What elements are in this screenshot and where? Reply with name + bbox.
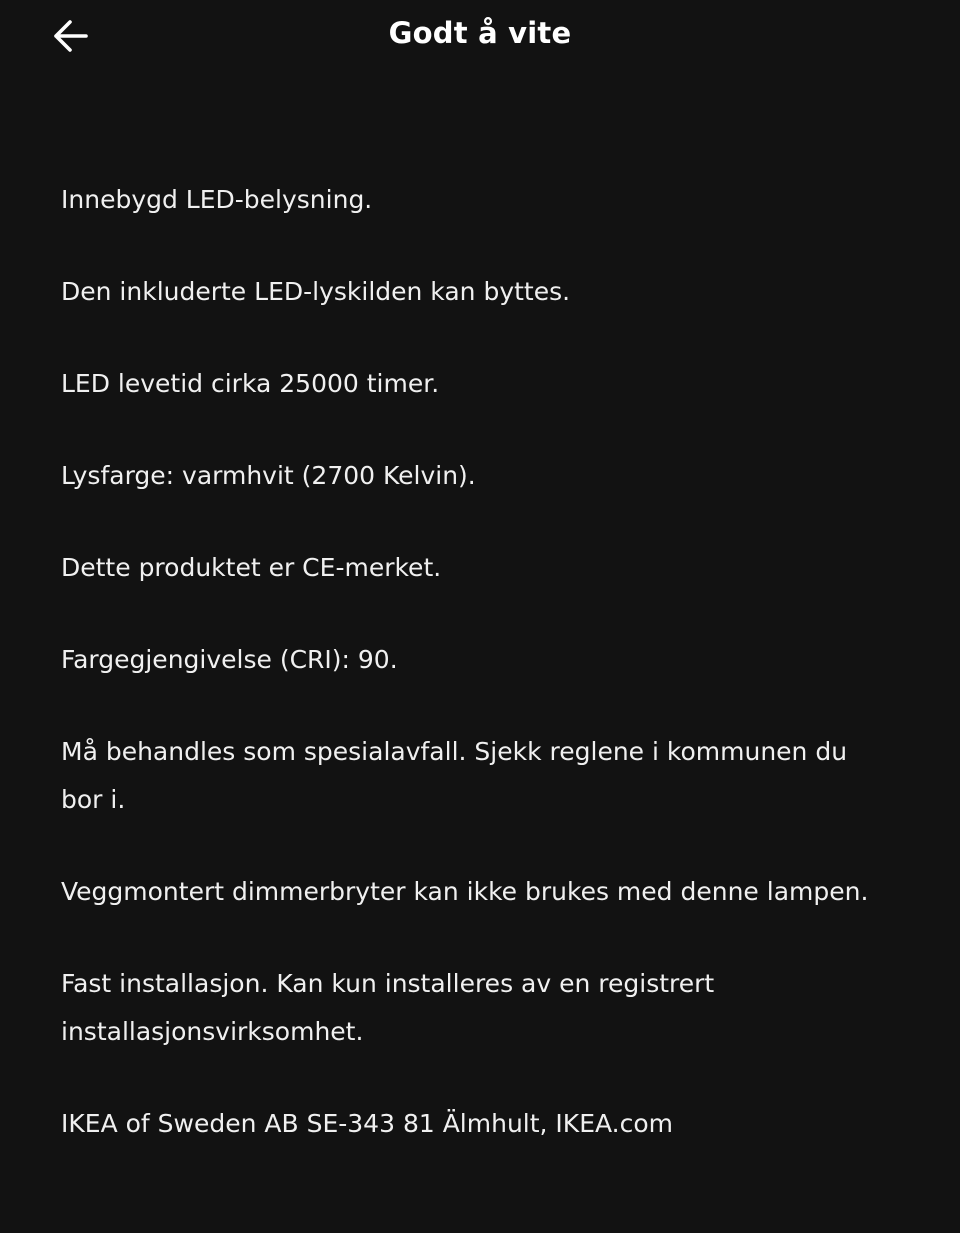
top-app-bar — [0, 0, 960, 76]
info-item-color-rendering: Fargegjengivelse (CRI): 90. — [61, 645, 398, 674]
info-item-disposal: Må behandles som spesialavfall. Sjekk reglene i kommunen du bor i. — [61, 737, 848, 814]
info-item-dimmer-warning: Veggmontert dimmerbryter kan ikke brukes med denne lampen. — [61, 877, 869, 906]
page-title: Godt å vite — [388, 16, 572, 50]
info-item-led-lighting: Innebygd LED-belysning. — [61, 185, 373, 214]
info-item-installation: Fast installasjon. Kan kun installeres av en registrert installasjonsvirksomhet. — [61, 969, 715, 1046]
info-list — [61, 176, 891, 1192]
info-item-manufacturer: IKEA of Sweden AB SE-343 81 Älmhult, IKEA.com — [61, 1109, 673, 1138]
info-item-ce-mark: Dette produktet er CE-merket. — [61, 553, 442, 582]
info-item-led-lifetime: LED levetid cirka 25000 timer. — [61, 369, 440, 398]
info-item-light-color: Lysfarge: varmhvit (2700 Kelvin). — [61, 461, 476, 490]
info-item-replaceable-light-source: Den inkluderte LED-lyskilden kan byttes. — [61, 277, 571, 306]
